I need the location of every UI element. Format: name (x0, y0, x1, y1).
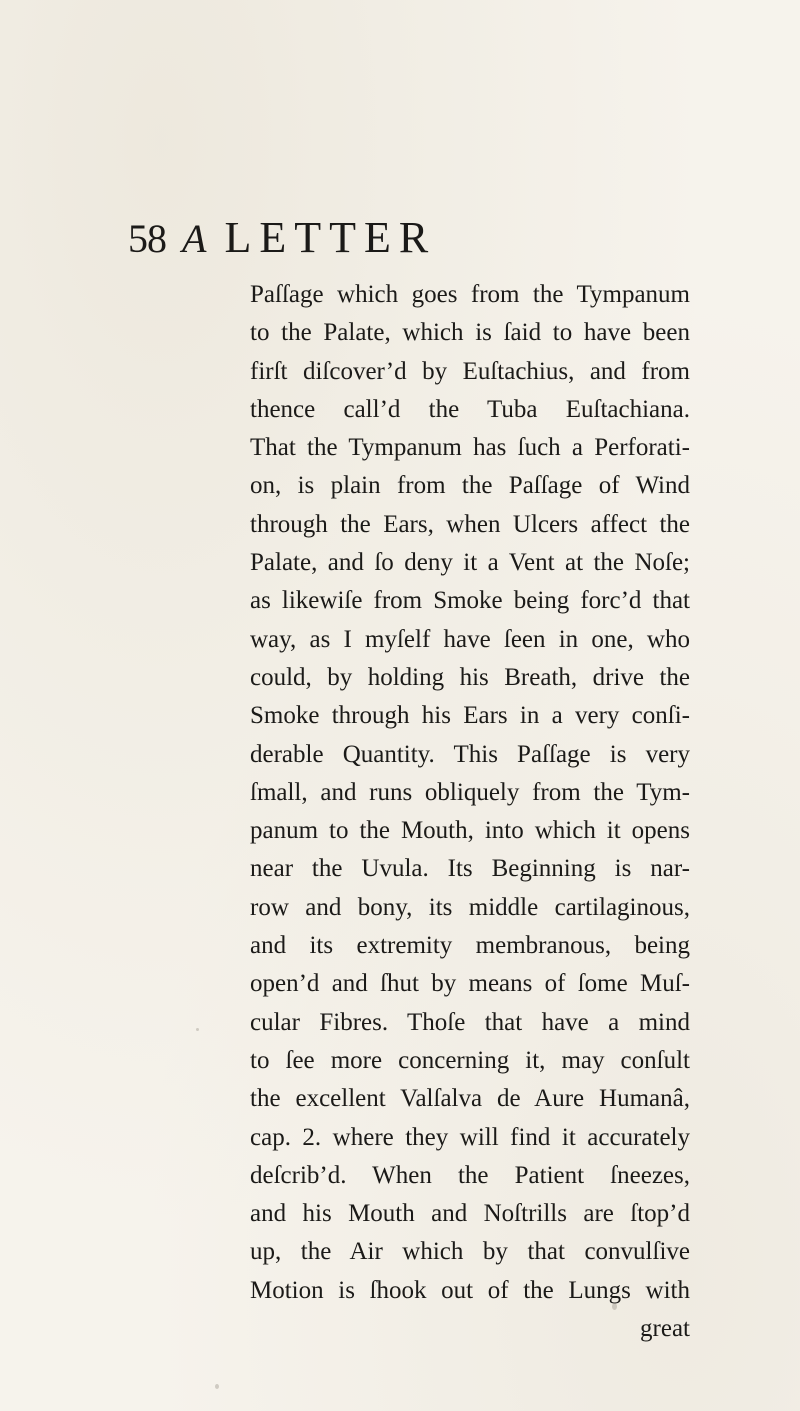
text-line: row and bony, its middle cartilaginous, (250, 893, 690, 921)
body-text (250, 276, 690, 1348)
text-line: and its extremity membranous, being (250, 932, 690, 960)
text-line: through the Ears, when Ulcers affect the (250, 510, 690, 538)
text-line: Palate, and ſo deny it a Vent at the Noſe; (250, 549, 690, 577)
text-line: thence call’d the Tuba Euſtachiana. (250, 395, 690, 423)
header-title-article: A (182, 216, 207, 261)
paper-blemish (612, 1303, 617, 1310)
text-line: cular Fibres. Thoſe that have a mind (250, 1008, 690, 1036)
text-line: up, the Air which by that convulſive (250, 1238, 690, 1266)
page-number: 58 (128, 216, 166, 261)
text-line: on, is plain from the Paſſage of Wind (250, 472, 690, 500)
catchword: great (640, 1315, 690, 1343)
text-line: panum to the Mouth, into which it opens (250, 817, 690, 845)
text-line: deſcrib’d. When the Patient ſneezes, (250, 1161, 690, 1189)
text-line: Paſſage which goes from the Tympanum (250, 281, 690, 308)
text-line: open’d and ſhut by means of ſome Muſ- (250, 970, 690, 998)
text-line: firſt diſcover’d by Euſtachius, and from (250, 357, 690, 385)
text-line: Motion is ſhook out of the Lungs with (250, 1276, 690, 1304)
text-line: near the Uvula. Its Beginning is nar- (250, 855, 690, 883)
paper-blemish (215, 1384, 219, 1389)
text-line: to ſee more concerning it, may conſult (250, 1046, 690, 1074)
text-line: to the Palate, which is ſaid to have been (250, 319, 690, 347)
paper-blemish (196, 1028, 199, 1031)
text-line: ſmall, and runs obliquely from the Tym- (250, 778, 690, 806)
text-line: That the Tympanum has ſuch a Perforati- (250, 434, 690, 462)
text-line: cap. 2. where they will find it accurately (250, 1123, 690, 1151)
text-line: Smoke through his Ears in a very conſi- (250, 702, 690, 730)
text-line: and his Mouth and Noſtrills are ſtop’d (250, 1200, 690, 1228)
text-line: way, as I myſelf have ſeen in one, who (250, 625, 690, 653)
text-line: the excellent Valſalva de Aure Humanâ, (250, 1085, 690, 1113)
text-line: as likewiſe from Smoke being forc’d that (250, 587, 690, 615)
text-line: derable Quantity. This Paſſage is very (250, 740, 690, 768)
running-header (128, 212, 688, 272)
text-line: could, by holding his Breath, drive the (250, 663, 690, 691)
header-title: LETTER (224, 213, 437, 262)
